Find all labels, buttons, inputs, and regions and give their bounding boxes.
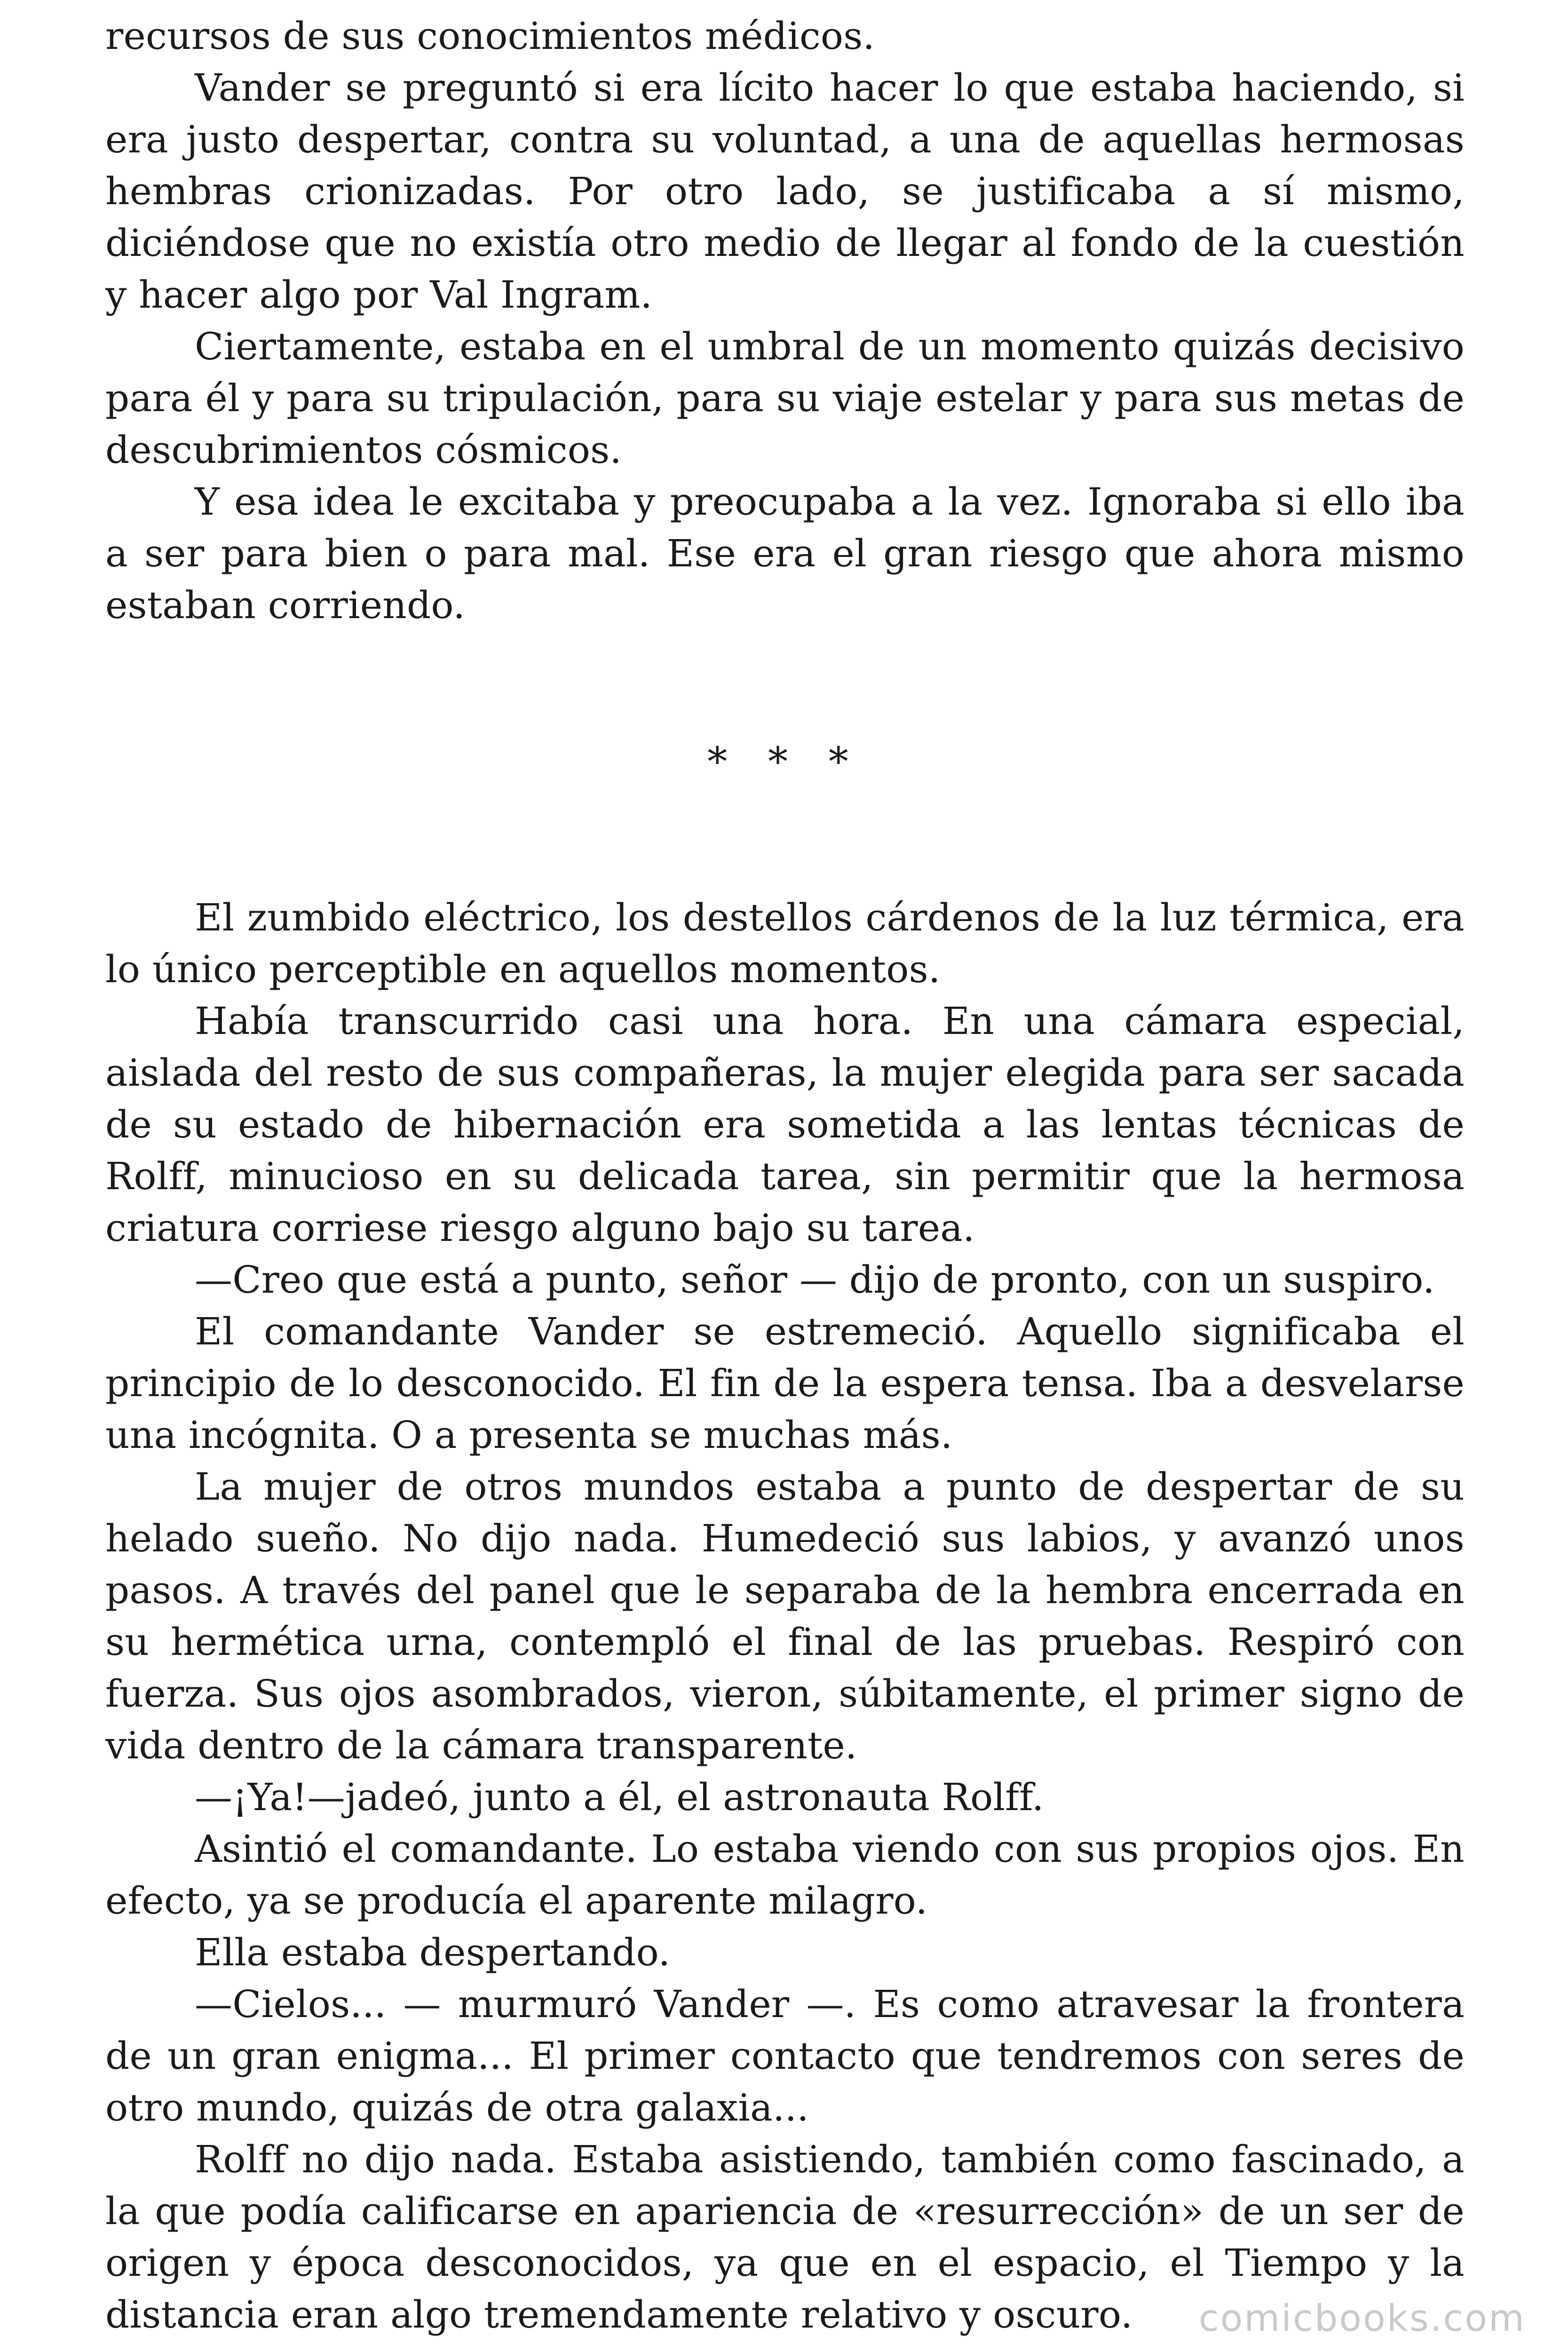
paragraph-dialogue-ready: —Creo que está a punto, señor — dijo de pronto, con un suspiro. xyxy=(195,1258,1435,1302)
paragraph-great-risk: Y esa idea le excitaba y preocupaba a la vez. Ignoraba si ello iba a ser para bien o para mal. Ese era el gran riesgo que ahora mismo estaban corriendo. xyxy=(105,480,1465,627)
paragraph-resurrection: Rolff no dijo nada. Estaba asistiendo, también como fascinado, a la que podía calificarse en apariencia de «resurrección» de un ser de origen y época desconocidos, ya que en el espacio, el Tiempo y la distancia eran algo tremendamente relativo y oscuro. xyxy=(105,2137,1465,2336)
paragraph-continuation: recursos de sus conocimientos médicos. xyxy=(105,14,875,58)
paragraph-dialogue-ya: —¡Ya!—jadeó, junto a él, el astronauta Rolff. xyxy=(195,1775,1044,1819)
watermark: comicbooks.com xyxy=(1198,2297,1526,2340)
paragraph-dialogue-cielos: —Cielos... — murmuró Vander —. Es como atravesar la frontera de un gran enigma... El primer contacto que tendremos con seres de otro mundo, quizás de otra galaxia... xyxy=(105,1982,1465,2130)
paragraph-miracle: Asintió el comandante. Lo estaba viendo con sus propios ojos. En efecto, ya se producía el aparente milagro. xyxy=(105,1827,1465,1923)
paragraph-awakening: La mujer de otros mundos estaba a punto de despertar de su helado sueño. No dijo nada. Humedeció sus labios, y avanzó unos pasos. A través del panel que le separaba de la hembra encerrada en su hermética urna, contempló el final de las pruebas. Respiró con fuerza. Sus ojos asombrados, vieron, súbitamente, el primer signo de vida dentro de la cámara transparente. xyxy=(105,1465,1465,1767)
book-page xyxy=(105,10,1465,2341)
paragraph-unknown: El comandante Vander se estremeció. Aquello significaba el principio de lo desconocido. El fin de la espera tensa. Iba a desvelarse una incógnita. O a presenta se muchas más. xyxy=(105,1310,1465,1457)
paragraph-electric-hum: El zumbido eléctrico, los destellos cárdenos de la luz térmica, era lo único perceptible en aquellos momentos. xyxy=(105,896,1465,991)
paragraph-waking: Ella estaba despertando. xyxy=(195,1931,671,1974)
paragraph-vander-question: Vander se preguntó si era lícito hacer lo que estaba haciendo, si era justo despertar, contra su voluntad, a una de aquellas hermosas hembras crionizadas. Por otro lado, se justificaba a sí mismo, diciéndose que no existía otro medio de llegar al fondo de la cuestión y hacer algo por Val Ingram. xyxy=(105,66,1465,317)
paragraph-decisive-moment: Ciertamente, estaba en el umbral de un momento quizás decisivo para él y para su tripulación, para su viaje estelar y para sus metas de descubrimientos cósmicos. xyxy=(105,325,1465,472)
section-separator: * * * xyxy=(707,739,863,785)
paragraph-hibernation: Había transcurrido casi una hora. En una cámara especial, aislada del resto de sus compañeras, la mujer elegida para ser sacada de su estado de hibernación era sometida a las lentas técnicas de Rolff, minucioso en su delicada tarea, sin permitir que la hermosa criatura corriese riesgo alguno bajo su tarea. xyxy=(105,999,1465,1250)
